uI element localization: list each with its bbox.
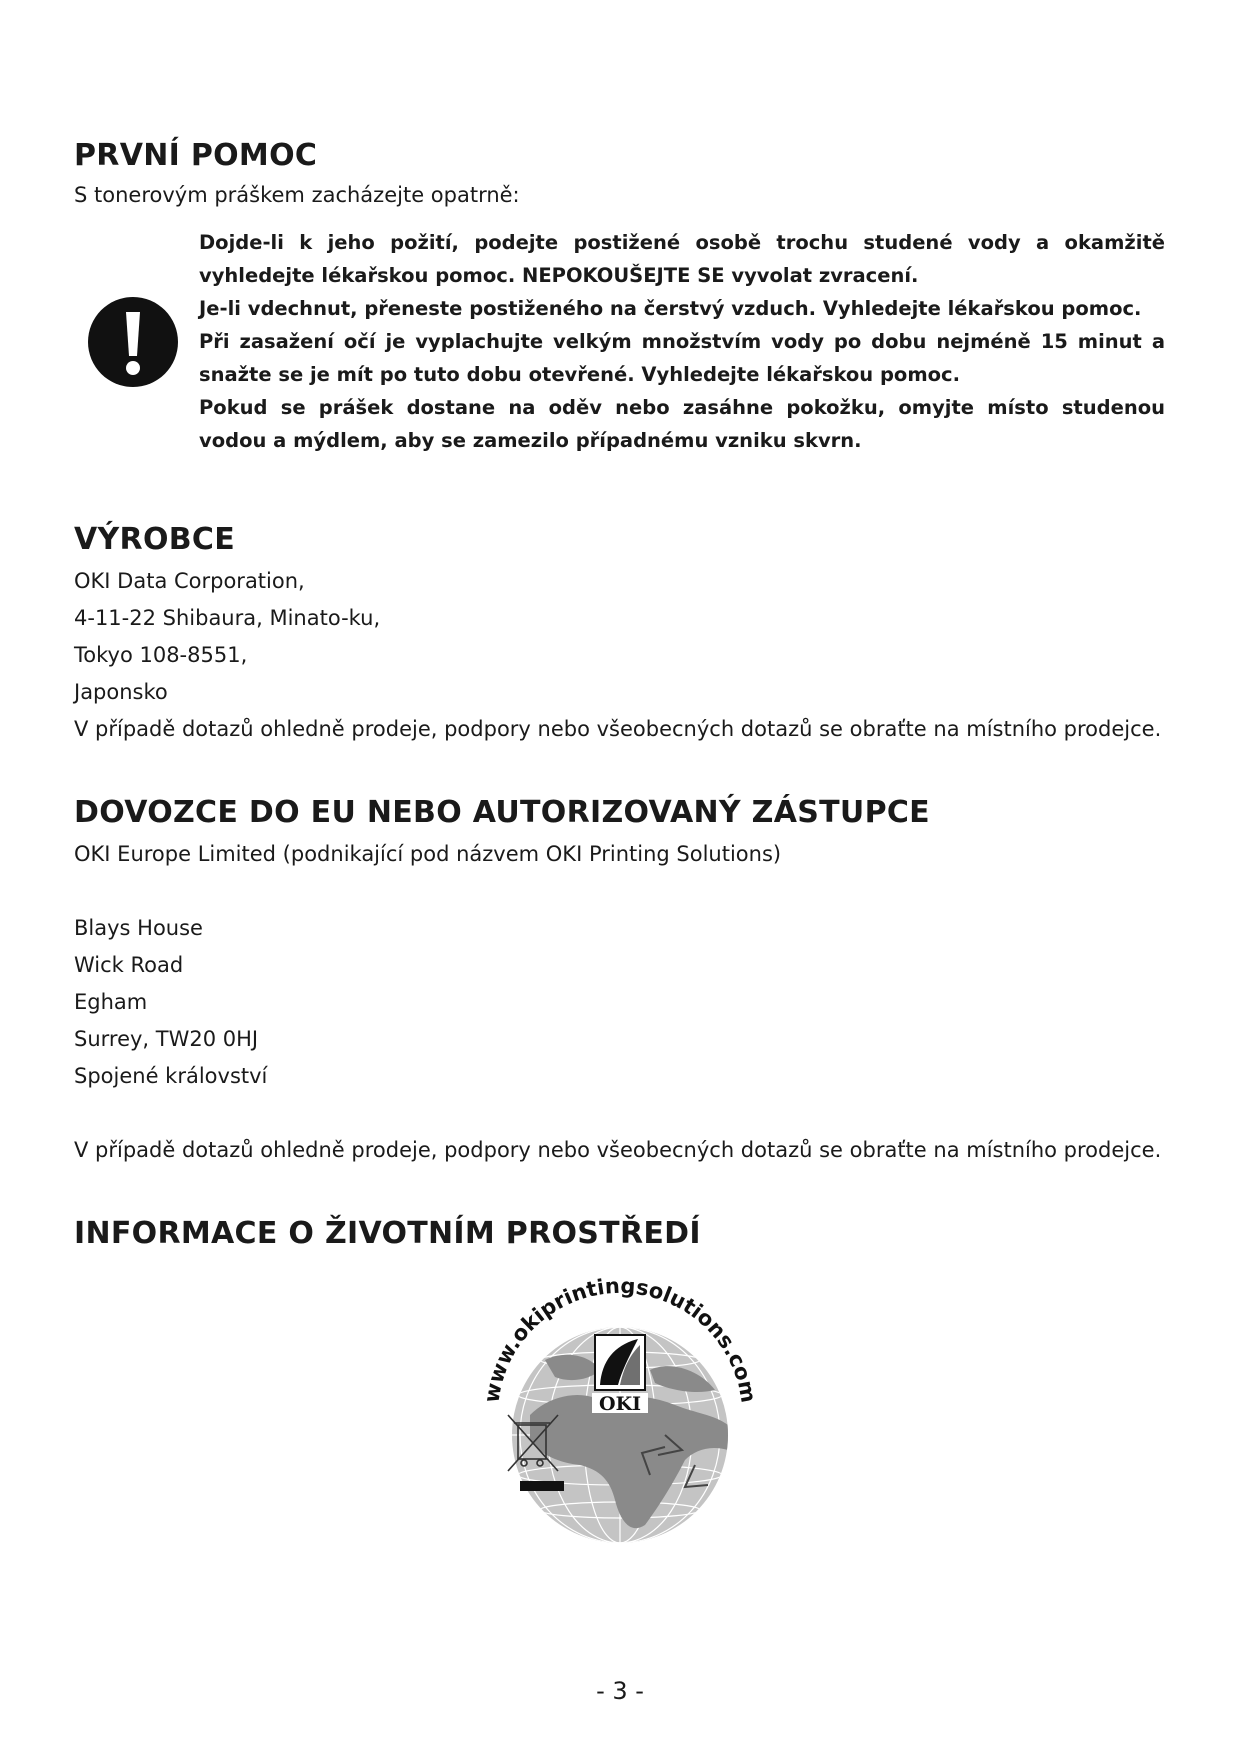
first-aid-intro: S tonerovým práškem zacházejte opatrně: <box>74 183 520 207</box>
oki-environment-logo <box>470 1265 770 1565</box>
oki-brand-mark <box>592 1335 648 1415</box>
first-aid-warnings <box>199 226 1165 457</box>
manufacturer-line: Tokyo 108-8551, <box>74 643 248 667</box>
manufacturer-heading: VÝROBCE <box>74 522 236 557</box>
importer-contact: V případě dotazů ohledně prodeje, podpory nebo všeobecných dotazů se obraťte na místního prodejce. <box>74 1138 1162 1162</box>
address-line: Egham <box>74 990 148 1014</box>
weee-bar <box>520 1481 564 1491</box>
manufacturer-line: 4-11-22 Shibaura, Minato-ku, <box>74 606 381 630</box>
environment-heading: INFORMACE O ŽIVOTNÍM PROSTŘEDÍ <box>74 1216 701 1251</box>
address-line: Surrey, TW20 0HJ <box>74 1027 259 1051</box>
manufacturer-line: Japonsko <box>74 680 168 704</box>
address-line: Wick Road <box>74 953 184 977</box>
warning-ingestion: Dojde-li k jeho požití, podejte postižené osobě trochu studené vody a okamžitě vyhledejte lékařskou pomoc. NEPOKOUŠEJTE SE vyvolat zvracení. <box>199 231 1165 287</box>
exclamation-warning-icon <box>87 296 179 388</box>
page-number: - 3 - <box>596 1677 644 1705</box>
manufacturer-line: OKI Data Corporation, <box>74 569 305 593</box>
manufacturer-contact: V případě dotazů ohledně prodeje, podpory nebo všeobecných dotazů se obraťte na místního prodejce. <box>74 717 1162 741</box>
logo-url-text: www.okiprintingsolutions.com <box>479 1273 761 1405</box>
warning-skin-contact: Pokud se prášek dostane na oděv nebo zasáhne pokožku, omyjte místo studenou vodou a mýdlem, aby se zamezilo případnému vzniku skvrn. <box>199 396 1165 452</box>
importer-heading: DOVOZCE DO EU NEBO AUTORIZOVANÝ ZÁSTUPCE <box>74 795 930 830</box>
importer-company: OKI Europe Limited (podnikající pod názvem OKI Printing Solutions) <box>74 842 782 866</box>
warning-eye-contact: Při zasažení očí je vyplachujte velkým množstvím vody po dobu nejméně 15 minut a snažte se je mít po tuto dobu otevřené. Vyhledejte lékařskou pomoc. <box>199 330 1165 386</box>
first-aid-heading: PRVNÍ POMOC <box>74 138 318 173</box>
address-line: Spojené království <box>74 1064 268 1088</box>
oki-brand-label: OKI <box>599 1393 641 1415</box>
address-line: Blays House <box>74 916 203 940</box>
warning-inhalation: Je-li vdechnut, přeneste postiženého na čerstvý vzduch. Vyhledejte lékařskou pomoc. <box>199 297 1142 320</box>
